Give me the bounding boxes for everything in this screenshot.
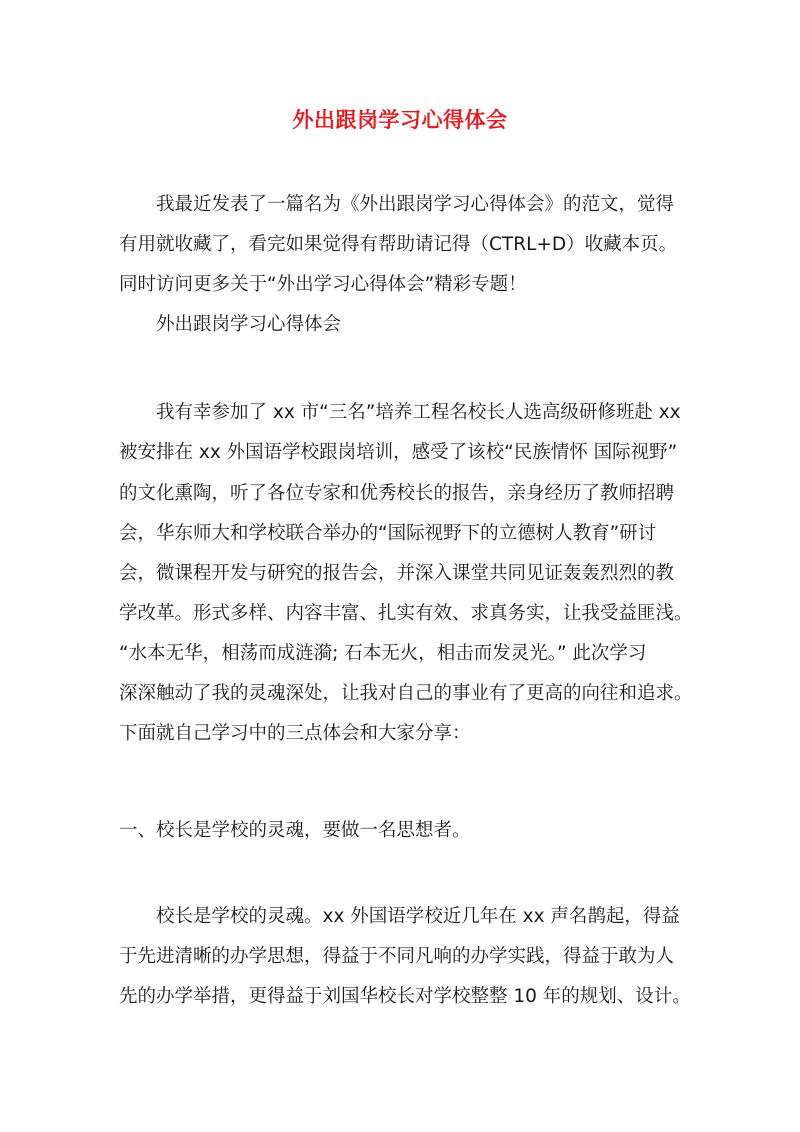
paragraph-line: 同时访问更多关于“外出学习心得体会”精彩专题！ <box>119 274 527 295</box>
paragraph-line: 下面就自己学习中的三点体会和大家分享： <box>119 723 471 744</box>
section-heading: 一、校长是学校的灵魂，要做一名思想者。 <box>119 820 471 841</box>
paragraph-line: 校长是学校的灵魂。xx 外国语学校近几年在 xx 声名鹊起，得益 <box>156 906 680 927</box>
paragraph-line: 先的办学举措，更得益于刘国华校长对学校整整 10 年的规划、设计。 <box>119 986 691 1007</box>
paragraph-line: 学改革。形式多样、内容丰富、扎实有效、求真务实，让我受益匪浅。 <box>119 603 693 624</box>
paragraph-line: 深深触动了我的灵魂深处，让我对自己的事业有了更高的向往和追求。 <box>119 683 693 704</box>
paragraph-line: 于先进清晰的办学思想，得益于不同凡响的办学实践，得益于敢为人 <box>119 946 675 967</box>
document-title: 外出跟岗学习心得体会 <box>292 108 508 132</box>
subtitle-line: 外出跟岗学习心得体会 <box>156 314 342 335</box>
quote-line: “水本无华，相荡而成涟漪; 石本无火，相击而发灵光。” 此次学习 <box>119 643 647 664</box>
paragraph-line: 会，微课程开发与研究的报告会，并深入课堂共同见证轰轰烈烈的教 <box>119 563 675 584</box>
paragraph-line: 我最近发表了一篇名为《外出跟岗学习心得体会》的范文，觉得 <box>156 194 675 215</box>
paragraph-line: 被安排在 xx 外国语学校跟岗培训，感受了该校“民族情怀 国际视野” <box>119 442 678 463</box>
paragraph-line: 的文化熏陶，听了各位专家和优秀校长的报告，亲身经历了教师招聘 <box>119 483 675 504</box>
paragraph-line: 我有幸参加了 xx 市“三名”培养工程名校长人选高级研修班赴 xx <box>156 402 681 423</box>
paragraph-line: 有用就收藏了，看完如果觉得有帮助请记得（CTRL+D）收藏本页。 <box>119 234 678 255</box>
paragraph-line: 会，华东师大和学校联合举办的“国际视野下的立德树人教育”研讨 <box>119 523 657 544</box>
